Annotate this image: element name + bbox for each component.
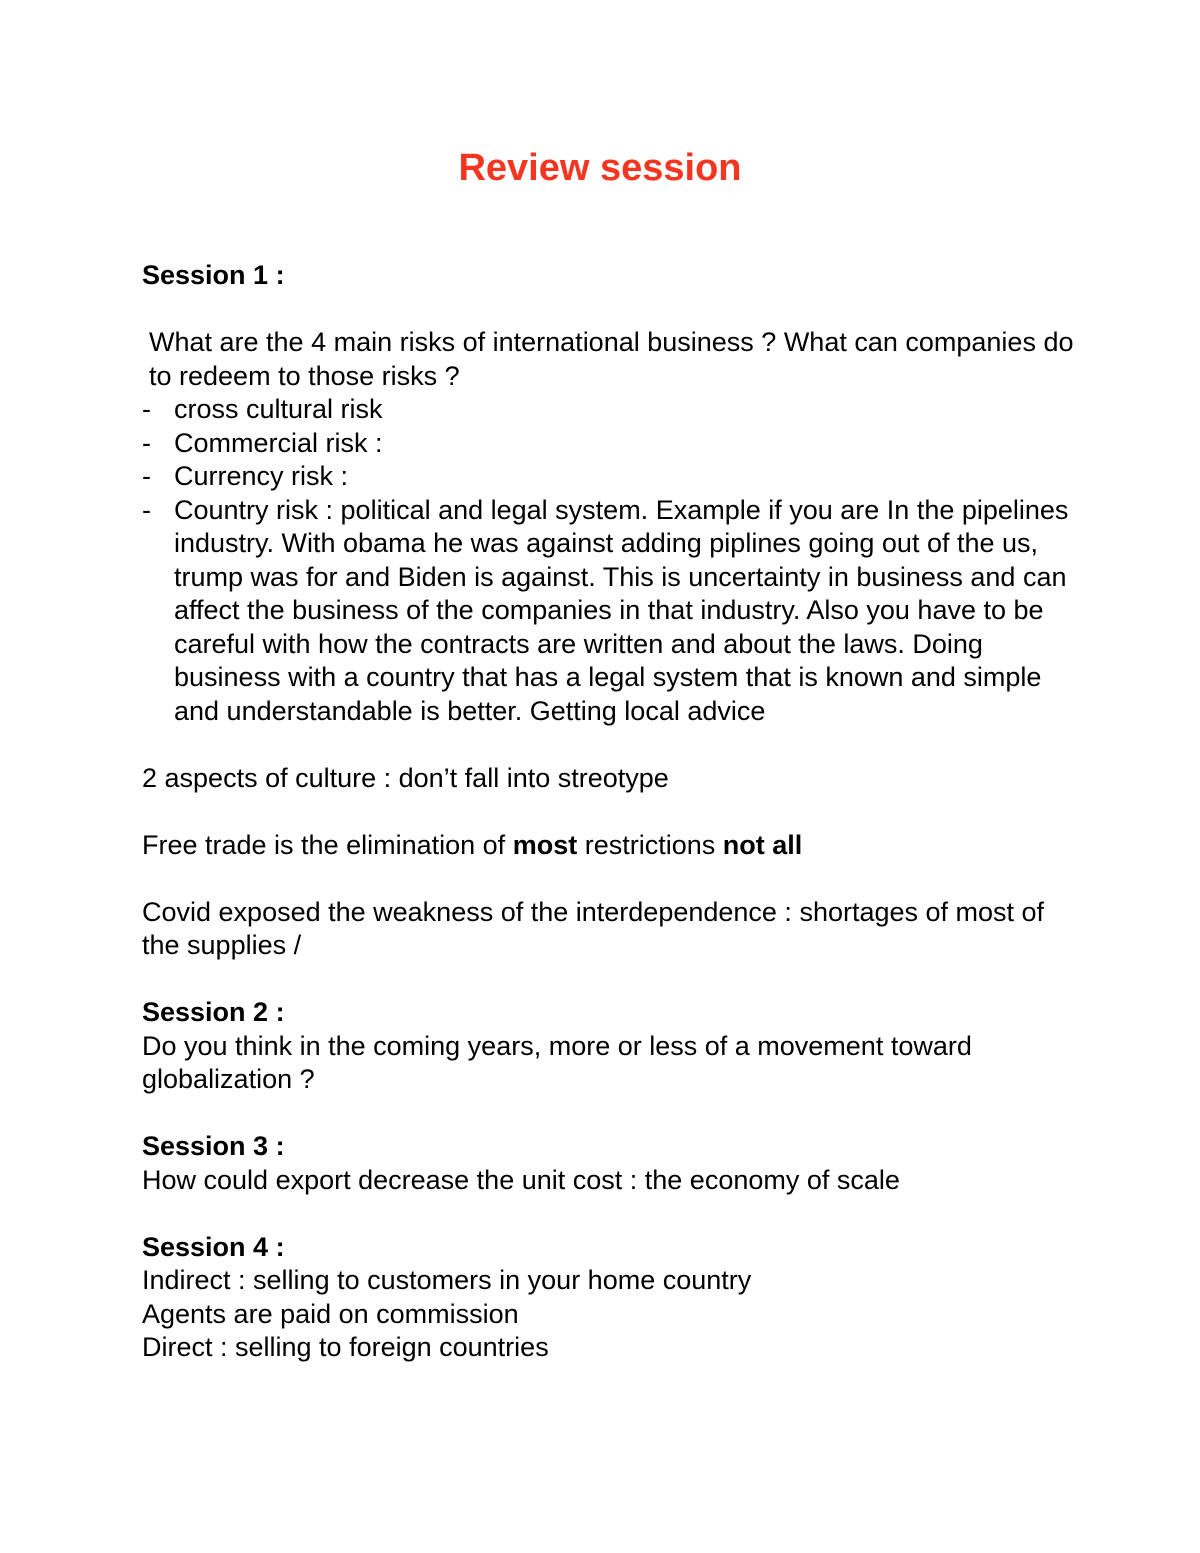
free-trade-bold-most: most — [512, 829, 578, 860]
session-4-line: Agents are paid on commission — [142, 1298, 519, 1329]
covid-note: Covid exposed the weakness of the interdependence : shortages of most of the supplies / — [142, 896, 1045, 960]
session-1-heading: Session 1 : — [142, 260, 285, 290]
list-dash: - — [142, 394, 151, 424]
spacer — [142, 862, 1082, 896]
free-trade-note — [142, 829, 1082, 863]
free-trade-text-1: Free trade is the elimination of — [142, 829, 513, 860]
document-title: Review session — [458, 147, 742, 189]
spacer — [142, 293, 1082, 327]
list-dash: - — [142, 427, 151, 458]
list-item — [142, 494, 1082, 729]
spacer — [142, 1097, 1082, 1131]
risk-text: Commercial risk : — [174, 427, 383, 458]
session-3-text: How could export decrease the unit cost : the economy of scale — [142, 1164, 900, 1195]
list-item — [142, 427, 1082, 461]
list-item — [142, 460, 1082, 494]
free-trade-text-2: restrictions — [577, 829, 723, 860]
free-trade-bold-not-all: not all — [722, 829, 803, 860]
list-dash: - — [142, 461, 151, 491]
culture-note: 2 aspects of culture : don’t fall into streotype — [142, 762, 669, 793]
spacer — [142, 963, 1082, 997]
risk-text: Country risk : political and legal system. Example if you are In the pipelines industry. With obama he was against adding piplines going out of the us, trump was for and Biden is against. This is uncertainty in business and can affect the business of the companies in that industry. Also you have to be careful with how the contracts are written and about the laws. Doing business with a country that has a legal system that is known and simple and understandable is better. Getting local advice — [174, 494, 1069, 726]
spacer — [142, 1197, 1082, 1231]
session-2-heading: Session 2 : — [142, 997, 285, 1027]
session-4-line: Direct : selling to foreign countries — [142, 1332, 549, 1362]
list-dash: - — [142, 494, 151, 525]
risk-text: Currency risk : — [174, 461, 349, 491]
session-1-question: What are the 4 main risks of international business ? What can companies do to redeem to those risks ? — [149, 327, 1074, 391]
document-body — [142, 259, 1082, 1365]
risk-list — [142, 393, 1082, 728]
spacer — [142, 728, 1082, 762]
session-3-heading: Session 3 : — [142, 1131, 285, 1161]
session-4-line: Indirect : selling to customers in your home country — [142, 1265, 752, 1295]
session-2-text: Do you think in the coming years, more or less of a movement toward globalization ? — [142, 1030, 972, 1094]
risk-text: cross cultural risk — [174, 394, 383, 424]
spacer — [142, 795, 1082, 829]
session-4-heading: Session 4 : — [142, 1231, 285, 1262]
list-item — [142, 393, 1082, 427]
